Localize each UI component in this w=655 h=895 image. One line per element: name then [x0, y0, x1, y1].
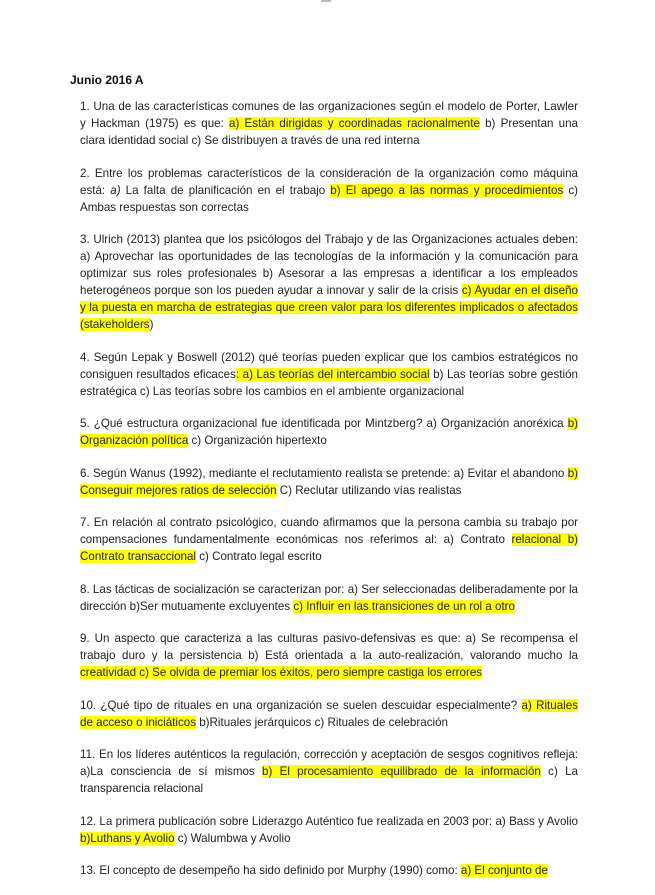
question-item — [80, 165, 578, 216]
highlighted-answer: b) Conseguir mejores ratios de selección — [80, 466, 578, 497]
question-item — [80, 349, 578, 400]
question-list — [80, 98, 578, 895]
highlighted-answer: c) Influir en las transiciones de un rol a otro — [293, 599, 515, 613]
highlighted-answer: c) Ayudar en el diseño y la puesta en marcha de estrategias que creen valor para los diferentes implicados o afectados (stakeholders — [80, 284, 578, 331]
highlighted-answer: a) El conjunto de — [460, 864, 548, 877]
question-item — [80, 231, 578, 333]
question-text: 2. Entre los problemas característicos de la consideración de la organización como máquina está: — [80, 166, 578, 197]
highlighted-answer: b) Organización política — [80, 417, 578, 447]
question-text: 7. En relación al contrato psicológico, cuando afirmamos que la persona cambia su trabajo por compensaciones fundamentalmente económicas nos referimos al: a) Contrato — [80, 516, 578, 546]
highlighted-answer: a) Rituales de acceso o iniciáticos — [80, 698, 578, 729]
question-text: 10. ¿Qué tipo de rituales en una organización se suelen descuidar especialmente? — [80, 698, 522, 712]
question-item — [80, 746, 578, 797]
document-title: Junio 2016 A — [70, 73, 144, 87]
highlighted-answer: b) El apego a las normas y procedimientos — [330, 183, 564, 197]
question-item — [80, 465, 578, 499]
question-item — [80, 514, 578, 565]
question-text: 3. Ulrich (2013) plantea que los psicólogos del Trabajo y de las Organizaciones actuales deben: a) Aprovechar las oportunidades de las tecnologías de la información y la comunicación para optimizar sus roles profesionales b) Asesorar a las empresas a identificar a los empleados heterogéneos porque son los pueden ayudar a innovar y salir de la crisis — [80, 233, 578, 297]
highlighted-answer: creatividad c) Se olvida de premiar los éxitos, pero siempre castiga los errores — [80, 666, 483, 679]
highlighted-answer: : a) Las teorías del intercambio social — [235, 367, 430, 381]
page-top-mark — [321, 0, 331, 2]
question-text: 4. Según Lepak y Boswell (2012) qué teorías pueden explicar que los cambios estratégicos no consiguen resultados eficaces — [80, 350, 578, 381]
question-text: c) Contrato legal escrito — [196, 550, 322, 563]
highlighted-answer: b)Luthans y Avolio — [80, 831, 175, 845]
question-text: b) Las teorías sobre gestión estratégica c) Las teorías sobre los cambios en el ambiente organizacional — [80, 367, 578, 398]
question-text: 13. El concepto de desempeño ha sido definido por Murphy (1990) como: — [80, 864, 461, 877]
question-text: b)Rituales jerárquicos c) Rituales de celebración — [196, 715, 448, 729]
question-text: ) — [149, 318, 154, 331]
question-text: La falta de planificación en el trabajo — [120, 183, 331, 197]
highlighted-answer: b) El procesamiento equilibrado de la información — [262, 765, 541, 778]
question-text: c) Ambas respuestas son correctas — [80, 183, 579, 214]
question-item — [80, 813, 578, 847]
question-text: 9. Un aspecto que caracteriza a las culturas pasivo-defensivas es que: a) Se recompensa el trabajo duro y la persistencia b) Está orientada a la auto-realización, valorando mucho la — [80, 632, 578, 662]
question-text: 6. Según Wanus (1992), mediante el reclutamiento realista se pretende: a) Evitar el abandono — [80, 466, 568, 480]
question-text: C) Reclutar utilizando vías realistas — [276, 483, 462, 497]
question-item — [80, 415, 578, 449]
question-item — [80, 98, 578, 149]
question-text: a) — [110, 183, 121, 197]
question-text: 12. La primera publicación sobre Liderazgo Auténtico fue realizada en 2003 por: a) Bass y Avolio — [80, 814, 578, 828]
question-text: c) Organización hipertexto — [188, 434, 327, 447]
question-item — [80, 697, 578, 731]
question-item — [80, 862, 578, 879]
question-item — [80, 581, 578, 615]
question-text: c) Walumbwa y Avolio — [174, 831, 291, 845]
question-text: 11. En los líderes auténticos la regulación, corrección y aceptación de sesgos cognitivos refleja: a)La consciencia de sí mismos — [80, 748, 578, 778]
question-text: b) Presentan una clara identidad social c) Se distribuyen a través de una red interna — [80, 117, 578, 147]
question-text: 1. Una de las características comunes de las organizaciones según el modelo de Porter, Lawler y Hackman (1975) es que: — [80, 100, 578, 130]
question-item — [80, 630, 578, 681]
highlighted-answer: a) Están dirigidas y coordinadas racionalmente — [229, 117, 480, 130]
question-text: 5. ¿Qué estructura organizacional fue identificada por Mintzberg? a) Organización anoréxica — [80, 417, 568, 430]
question-text: c) La transparencia relacional — [80, 765, 578, 795]
highlighted-answer: relacional b) Contrato transaccional — [80, 533, 579, 563]
question-text: 8. Las tácticas de socialización se caracterizan por: a) Ser seleccionadas deliberadamente por la dirección b)Ser mutuamente excluyentes — [80, 582, 578, 613]
